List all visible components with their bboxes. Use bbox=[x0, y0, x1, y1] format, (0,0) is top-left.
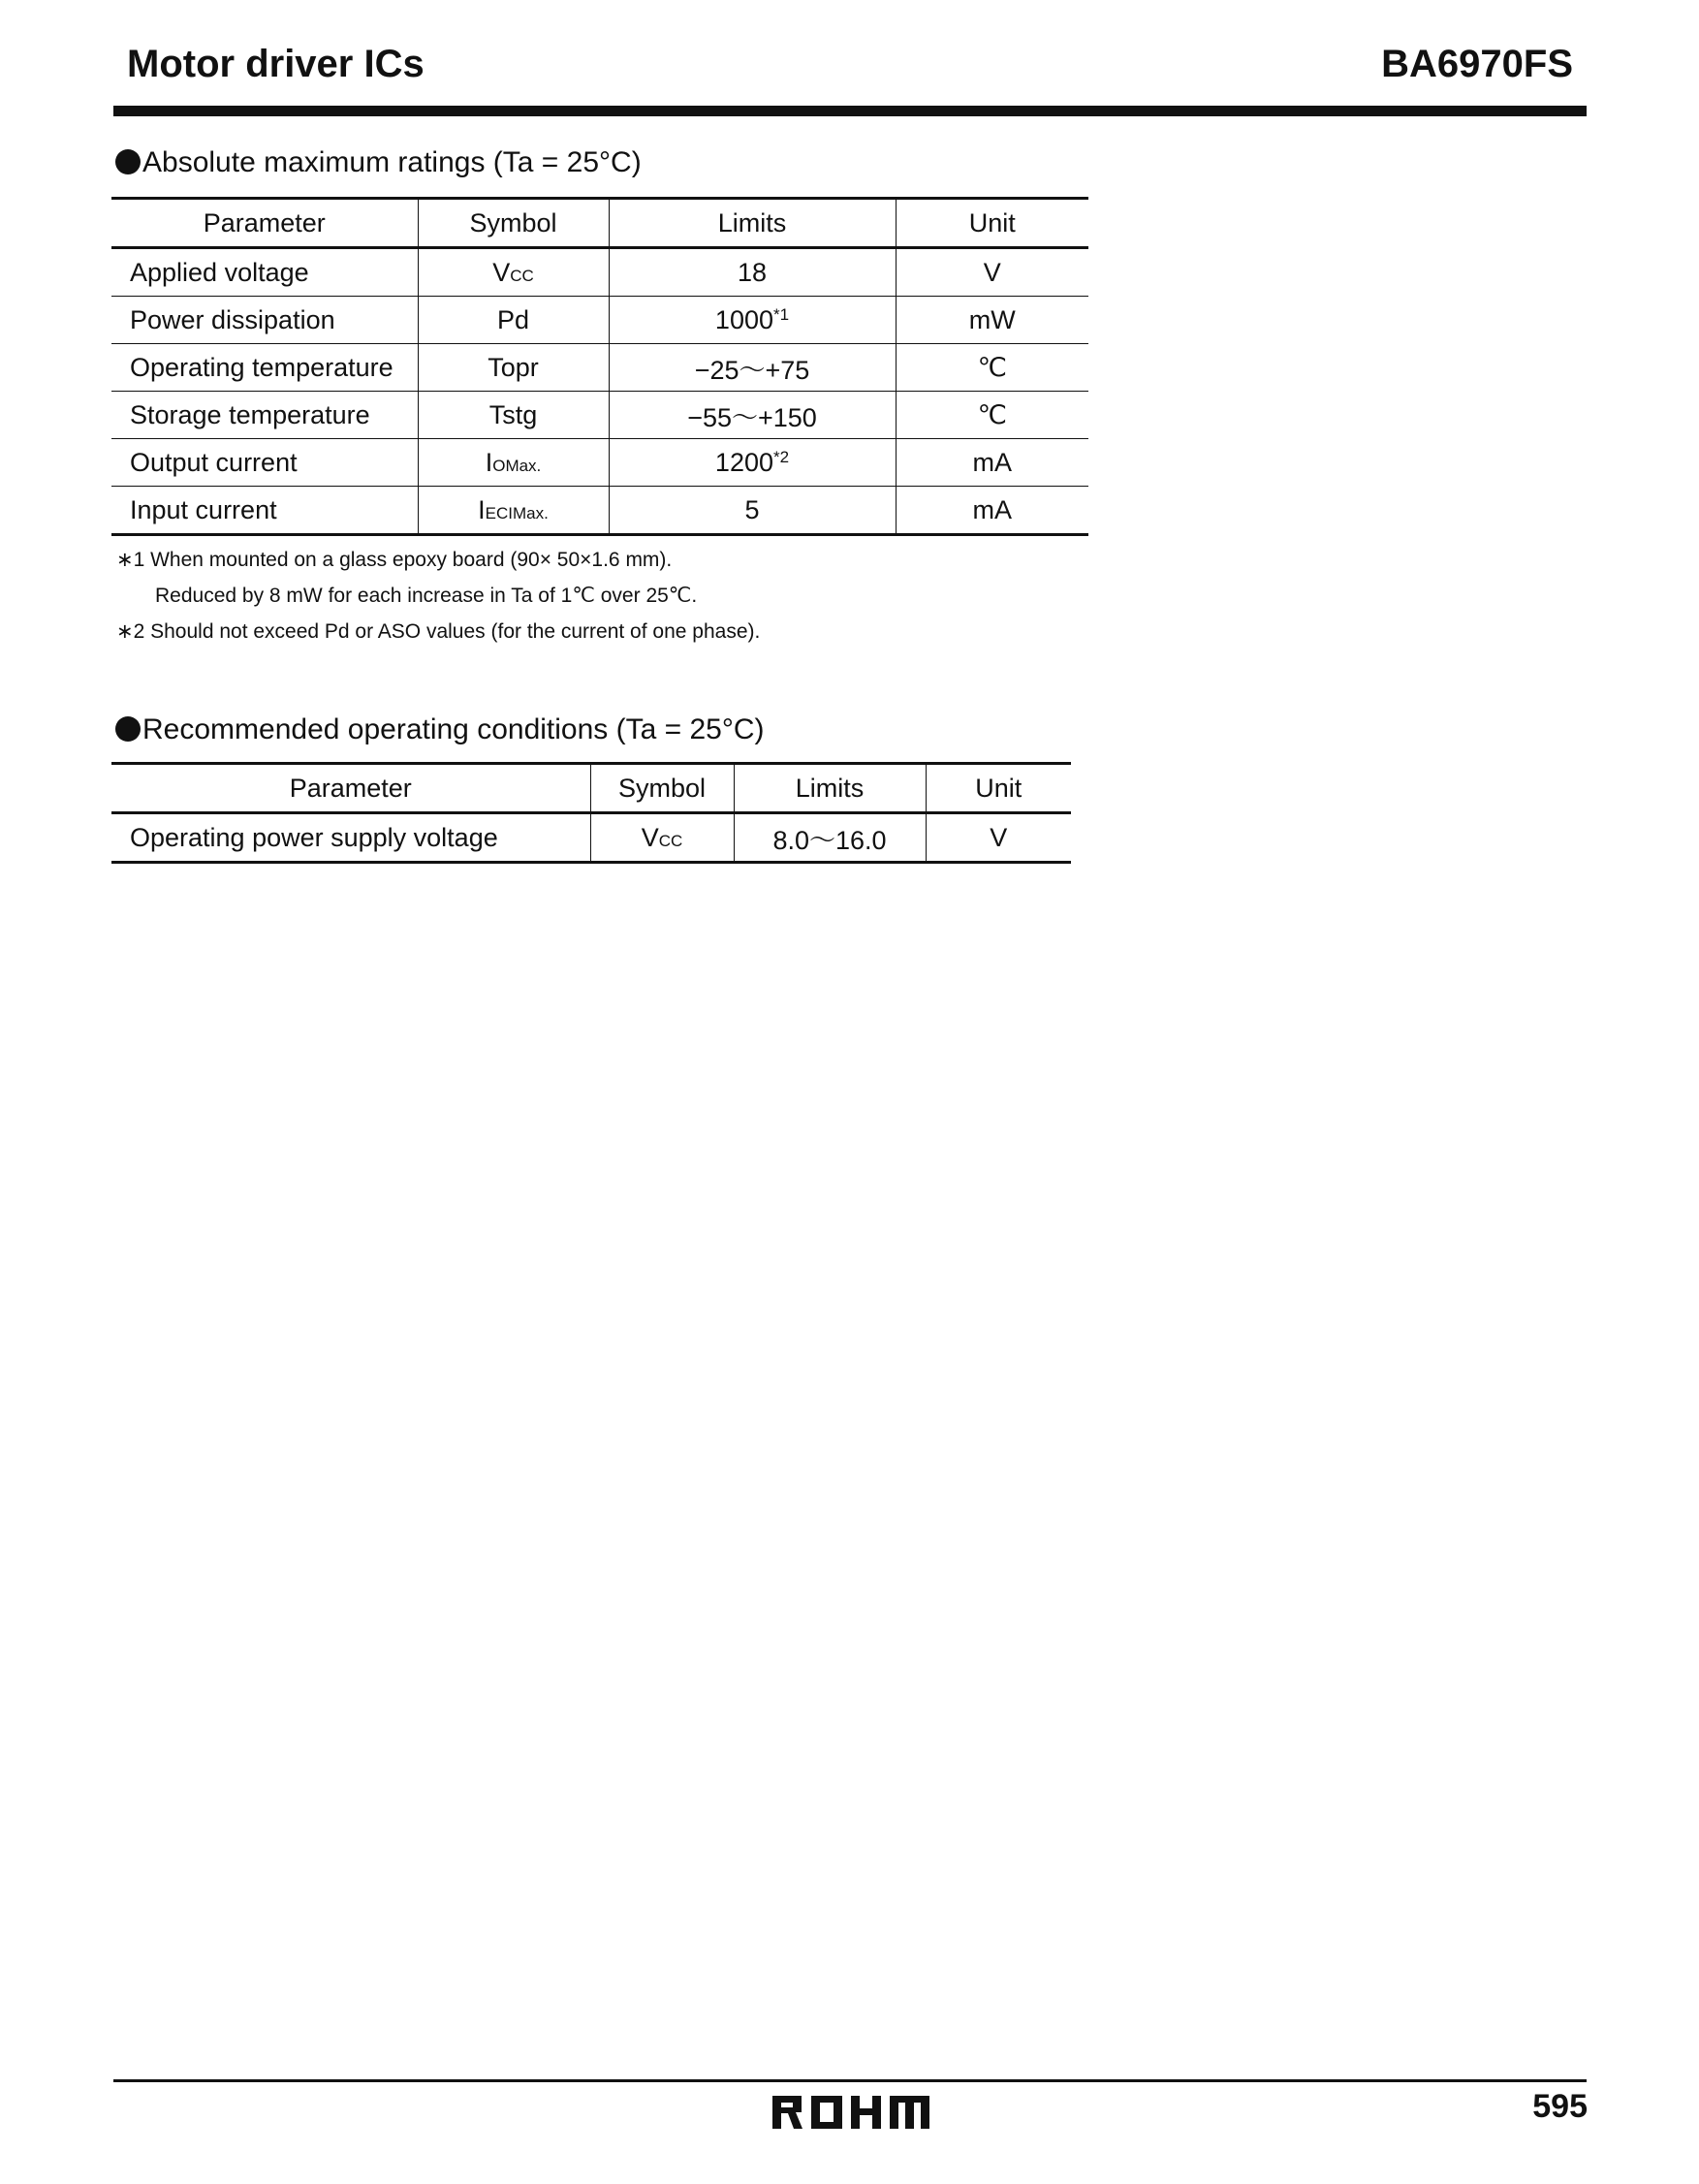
footnote: ∗1 When mounted on a glass epoxy board (90× 50×1.6 mm). bbox=[116, 549, 673, 571]
parameter-cell: Operating temperature bbox=[111, 344, 418, 392]
symbol-cell: IOMax. bbox=[418, 439, 609, 487]
symbol-cell: Topr bbox=[418, 344, 609, 392]
unit-cell: mA bbox=[896, 439, 1088, 487]
limits-cell: 1200$^{*2}$ bbox=[609, 439, 896, 487]
col-header: Limits bbox=[734, 764, 926, 813]
abs-max-table bbox=[111, 197, 1088, 536]
symbol-cell: IECIMax. bbox=[418, 487, 609, 535]
rec-op-section-title: Recommended operating conditions (Ta = 25°C) bbox=[115, 713, 765, 746]
unit-cell: mW bbox=[896, 297, 1088, 344]
parameter-cell: Applied voltage bbox=[111, 248, 418, 297]
parameter-cell: Power dissipation bbox=[111, 297, 418, 344]
table-row bbox=[111, 344, 1088, 392]
bullet-icon bbox=[115, 149, 141, 174]
part-number: BA6970FS bbox=[1381, 43, 1573, 85]
symbol-cell: Pd bbox=[418, 297, 609, 344]
col-header: Symbol bbox=[590, 764, 734, 813]
page-number: 595 bbox=[1532, 2088, 1588, 2125]
symbol-cell: Tstg bbox=[418, 392, 609, 439]
table-header-row bbox=[111, 199, 1088, 248]
rohm-logo bbox=[772, 2092, 929, 2131]
footnote: ∗2 Should not exceed Pd or ASO values (for the current of one phase). bbox=[116, 620, 761, 643]
document-title: Motor driver ICs bbox=[127, 43, 425, 85]
table-row bbox=[111, 248, 1088, 297]
footer-rule bbox=[113, 2079, 1587, 2082]
rec-op-table bbox=[111, 762, 1071, 864]
col-header: Parameter bbox=[111, 199, 418, 248]
col-header: Parameter bbox=[111, 764, 590, 813]
limits-cell: 8.0〜16.0 bbox=[734, 813, 926, 863]
parameter-cell: Output current bbox=[111, 439, 418, 487]
unit-cell: ℃ bbox=[896, 344, 1088, 392]
unit-cell: ℃ bbox=[896, 392, 1088, 439]
table-row bbox=[111, 392, 1088, 439]
col-header: Unit bbox=[926, 764, 1071, 813]
limits-cell: 5 bbox=[609, 487, 896, 535]
col-header: Unit bbox=[896, 199, 1088, 248]
limits-cell: −55〜+150 bbox=[609, 392, 896, 439]
limits-cell: 1000$^{*1}$ bbox=[609, 297, 896, 344]
table-row bbox=[111, 297, 1088, 344]
footnote: Reduced by 8 mW for each increase in Ta of 1℃ over 25℃. bbox=[155, 585, 698, 607]
unit-cell: V bbox=[896, 248, 1088, 297]
table-row bbox=[111, 813, 1071, 863]
abs-max-section-title: Absolute maximum ratings (Ta = 25°C) bbox=[115, 146, 642, 179]
col-header: Symbol bbox=[418, 199, 609, 248]
symbol-cell: VCC bbox=[590, 813, 734, 863]
limits-cell: 18 bbox=[609, 248, 896, 297]
unit-cell: V bbox=[926, 813, 1071, 863]
header-rule bbox=[113, 106, 1587, 116]
table-row bbox=[111, 439, 1088, 487]
table-header-row bbox=[111, 764, 1071, 813]
table-row bbox=[111, 487, 1088, 535]
parameter-cell: Operating power supply voltage bbox=[111, 813, 590, 863]
col-header: Limits bbox=[609, 199, 896, 248]
parameter-cell: Input current bbox=[111, 487, 418, 535]
symbol-cell: VCC bbox=[418, 248, 609, 297]
limits-cell: −25〜+75 bbox=[609, 344, 896, 392]
parameter-cell: Storage temperature bbox=[111, 392, 418, 439]
bullet-icon bbox=[115, 716, 141, 742]
unit-cell: mA bbox=[896, 487, 1088, 535]
